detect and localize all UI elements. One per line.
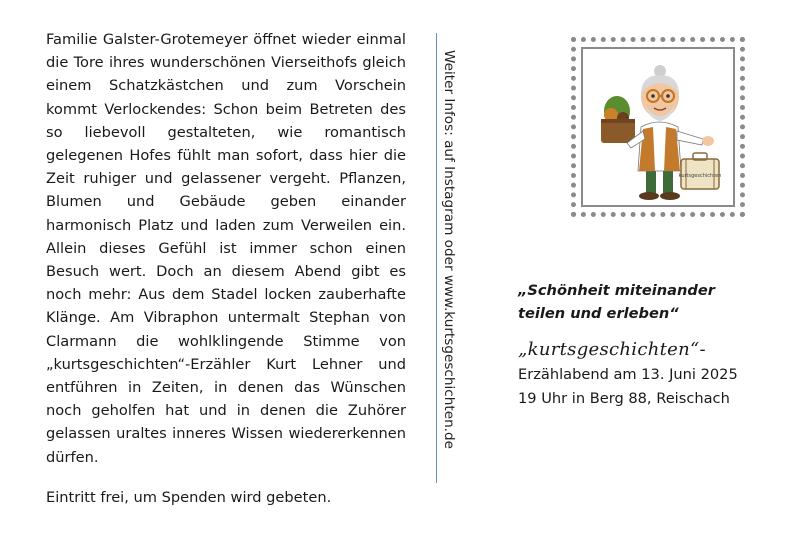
description-paragraph: Familie Galster-Grotemeyer öffnet wieder einmal die Tore ihres wunderschönen Vierseithofs gleich einem Schatzkästchen und zum Vorschein kommt Verlockendes: Schon beim Betreten des so liebevoll gestalteten, wie romantisch gelegenen Hofes fühlt man sofort, dass hier die Zeit ruhiger und gelassener vergeht. Pflanzen, Blumen und Gebäude geben einander harmonisch Platz und laden zum Verweilen ein. Allein dieses Gefühl ist immer schon einen Besuch wert. Doch an diesem Abend gibt es noch mehr: Aus dem Stadel locken zauberhafte Klänge. Am Vibraphon untermalt Stephan von Clarmann die wohlklingende Stimme von „kurtsgeschichten“-Erzähler Kurt Lehner und entführen in Zeiten, in denen das Wünschen noch geholfen hat und in denen die Zuhörer gelassen uraltes inneres Wissen wiedererkennen dürfen. (46, 31, 406, 466)
storyteller-illustration (583, 49, 733, 205)
slogan (518, 279, 788, 325)
slogan-line-2: teilen und erleben“ (518, 305, 679, 322)
brand-name: „kurtsgeschichten“- (518, 339, 706, 360)
slogan-line-1: „Schönheit miteinander (518, 282, 715, 299)
suitcase-label: kurtsgeschichten (678, 173, 722, 179)
event-info (518, 279, 788, 410)
event-line-1: Erzählabend am 13. Juni 2025 (518, 366, 738, 383)
vertical-divider (436, 33, 437, 483)
info-side-note: Weiter Infos: auf Instagram oder www.kurtsgeschichten.de (441, 50, 457, 449)
suitcase-icon (679, 153, 722, 189)
donation-note: Eintritt frei, um Spenden wird gebeten. (46, 488, 332, 506)
stamp-illustration (581, 47, 735, 207)
description-text-block (46, 28, 406, 509)
postage-stamp (571, 37, 745, 217)
event-line-2: 19 Uhr in Berg 88, Reischach (518, 390, 730, 407)
basket-icon (601, 96, 635, 143)
